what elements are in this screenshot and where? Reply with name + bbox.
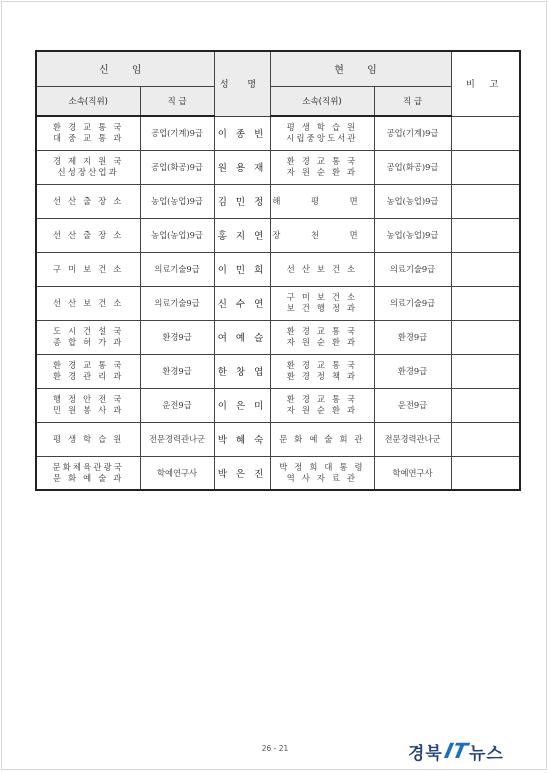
note-cell xyxy=(451,388,520,422)
table-body xyxy=(36,116,520,490)
current-dept-cell-line: 자 원 순 환 과 xyxy=(286,167,358,177)
header-new-dept: 소속(직위) xyxy=(36,86,140,116)
new-dept-cell-line: 선 산 보 건 소 xyxy=(53,297,124,308)
new-dept-cell-line: 문 화 예 술 과 xyxy=(53,472,124,483)
new-dept-cell xyxy=(36,388,140,422)
table-row xyxy=(36,150,520,184)
current-dept-cell-line: 환 경 정 책 과 xyxy=(286,371,358,381)
table-row xyxy=(36,218,520,252)
new-dept-cell-line: 종 합 허 가 과 xyxy=(53,337,124,347)
new-dept-cell-line: 문화체육관광국 xyxy=(52,461,124,472)
person-name-cell: 원 용 재 xyxy=(214,150,270,184)
current-dept-cell-line: 자 원 순 환 과 xyxy=(286,405,358,415)
new-dept-cell-line: 대 중 교 통 과 xyxy=(53,133,124,144)
new-dept-cell xyxy=(36,286,140,320)
new-dept-cell xyxy=(36,184,140,218)
new-dept-cell xyxy=(36,252,140,286)
note-cell xyxy=(451,422,520,456)
header-cur-grade: 직 급 xyxy=(374,86,451,116)
person-name-cell: 신 수 연 xyxy=(214,286,270,320)
new-dept-cell-line: 행 정 안 전 국 xyxy=(53,394,124,404)
header-row-sub xyxy=(36,86,520,116)
new-dept-cell-line: 선 산 출 장 소 xyxy=(53,195,124,206)
current-dept-cell-line: 환 경 교 통 국 xyxy=(286,394,358,404)
current-dept-cell xyxy=(270,252,374,286)
new-dept-cell-line: 도 시 건 설 국 xyxy=(53,326,124,336)
new-grade-cell: 학예연구사 xyxy=(140,456,214,490)
note-cell xyxy=(451,184,520,218)
note-cell xyxy=(451,150,520,184)
new-dept-cell xyxy=(36,456,140,490)
current-grade-cell: 운전9급 xyxy=(374,388,451,422)
person-name-cell: 박 혜 숙 xyxy=(214,422,270,456)
logo-text-left: 경북 xyxy=(408,743,443,764)
person-name-cell: 홍 지 연 xyxy=(214,218,270,252)
new-dept-cell-line: 민 원 봉 사 과 xyxy=(53,405,124,415)
new-dept-cell xyxy=(36,150,140,184)
table-row xyxy=(36,252,520,286)
person-name-cell: 김 민 정 xyxy=(214,184,270,218)
table-row xyxy=(36,116,520,150)
table-row xyxy=(36,320,520,354)
person-name-cell: 여 예 슬 xyxy=(214,320,270,354)
current-dept-cell-line: 환 경 교 통 국 xyxy=(286,326,358,336)
new-grade-cell: 의료기술9급 xyxy=(140,286,214,320)
new-dept-cell-line: 환 경 교 통 국 xyxy=(53,360,124,370)
header-cur-dept: 소속(직위) xyxy=(270,86,374,116)
new-dept-cell-line: 환 경 관 리 과 xyxy=(53,371,124,381)
personnel-table xyxy=(35,50,521,491)
current-dept-cell xyxy=(270,320,374,354)
current-grade-cell: 전문경력관나군 xyxy=(374,422,451,456)
new-dept-cell-line: 신성장산업과 xyxy=(57,167,119,177)
new-dept-cell xyxy=(36,320,140,354)
current-dept-cell-line: 자 원 순 환 과 xyxy=(286,337,358,347)
new-dept-cell xyxy=(36,354,140,388)
current-dept-cell-line: 환 경 교 통 국 xyxy=(286,156,358,166)
current-dept-cell xyxy=(270,150,374,184)
current-dept-cell xyxy=(270,286,374,320)
current-grade-cell: 의료기술9급 xyxy=(374,252,451,286)
current-dept-cell-line: 시립중앙도서관 xyxy=(286,133,358,144)
current-dept-cell-line: 환 경 교 통 국 xyxy=(286,360,358,370)
new-grade-cell: 공업(화공)9급 xyxy=(140,150,214,184)
page-number: 26 - 21 xyxy=(261,744,289,753)
current-grade-cell: 의료기술9급 xyxy=(374,286,451,320)
current-grade-cell: 공업(화공)9급 xyxy=(374,150,451,184)
note-cell xyxy=(451,354,520,388)
new-dept-cell-line: 평 생 학 습 원 xyxy=(53,433,124,444)
current-grade-cell: 학예연구사 xyxy=(374,456,451,490)
table-row xyxy=(36,422,520,456)
new-grade-cell: 운전9급 xyxy=(140,388,214,422)
person-name-cell: 이 종 빈 xyxy=(214,116,270,150)
person-name-cell: 박 은 진 xyxy=(214,456,270,490)
person-name-cell: 한 창 엽 xyxy=(214,354,270,388)
new-dept-cell-line: 구 미 보 건 소 xyxy=(53,263,124,274)
current-dept-cell-line: 해 평 면 xyxy=(272,195,372,206)
current-dept-cell xyxy=(270,184,374,218)
note-cell xyxy=(451,320,520,354)
current-grade-cell: 농업(농업)9급 xyxy=(374,218,451,252)
new-grade-cell: 환경9급 xyxy=(140,354,214,388)
new-grade-cell: 전문경력관나군 xyxy=(140,422,214,456)
current-dept-cell xyxy=(270,456,374,490)
new-dept-cell xyxy=(36,116,140,150)
new-grade-cell: 농업(농업)9급 xyxy=(140,218,214,252)
current-dept-cell-line: 선 산 보 건 소 xyxy=(286,263,358,274)
table-row xyxy=(36,456,520,490)
current-dept-cell-line: 문 화 예 술 회 관 xyxy=(279,433,365,444)
current-dept-cell-line: 평 생 학 습 원 xyxy=(286,122,358,133)
table-row xyxy=(36,388,520,422)
person-name-cell: 이 은 미 xyxy=(214,388,270,422)
new-dept-cell-line: 환 경 교 통 국 xyxy=(53,122,124,133)
header-new-post: 신 임 xyxy=(36,51,214,86)
new-grade-cell: 공업(기계)9급 xyxy=(140,116,214,150)
logo-text-it: IT xyxy=(442,739,470,763)
new-dept-cell xyxy=(36,218,140,252)
current-dept-cell-line: 보 건 행 정 과 xyxy=(286,303,358,313)
current-dept-cell-line: 장 천 면 xyxy=(272,229,372,240)
current-dept-cell xyxy=(270,354,374,388)
note-cell xyxy=(451,286,520,320)
table-row xyxy=(36,354,520,388)
current-dept-cell-line: 박 정 희 대 통 령 xyxy=(279,461,365,472)
header-current-post: 현 임 xyxy=(270,51,451,86)
current-grade-cell: 환경9급 xyxy=(374,354,451,388)
table-row xyxy=(36,184,520,218)
person-name-cell: 이 민 희 xyxy=(214,252,270,286)
current-dept-cell xyxy=(270,388,374,422)
current-dept-cell xyxy=(270,422,374,456)
current-dept-cell xyxy=(270,218,374,252)
new-grade-cell: 환경9급 xyxy=(140,320,214,354)
header-new-grade: 직 급 xyxy=(140,86,214,116)
current-grade-cell: 환경9급 xyxy=(374,320,451,354)
note-cell xyxy=(451,116,520,150)
header-name: 성 명 xyxy=(214,51,270,116)
new-grade-cell: 의료기술9급 xyxy=(140,252,214,286)
header-note: 비 고 xyxy=(451,51,520,116)
current-grade-cell: 공업(기계)9급 xyxy=(374,116,451,150)
note-cell xyxy=(451,218,520,252)
news-logo xyxy=(408,736,504,766)
table-row xyxy=(36,286,520,320)
new-dept-cell-line: 경 제 지 원 국 xyxy=(53,156,124,166)
current-grade-cell: 농업(농업)9급 xyxy=(374,184,451,218)
header-row-top xyxy=(36,51,520,86)
current-dept-cell-line: 구 미 보 건 소 xyxy=(286,292,358,302)
note-cell xyxy=(451,456,520,490)
current-dept-cell-line: 역 사 자 료 관 xyxy=(286,472,358,483)
logo-text-right: 뉴스 xyxy=(469,743,504,764)
current-dept-cell xyxy=(270,116,374,150)
note-cell xyxy=(451,252,520,286)
new-grade-cell: 농업(농업)9급 xyxy=(140,184,214,218)
new-dept-cell xyxy=(36,422,140,456)
new-dept-cell-line: 선 산 출 장 소 xyxy=(53,229,124,240)
